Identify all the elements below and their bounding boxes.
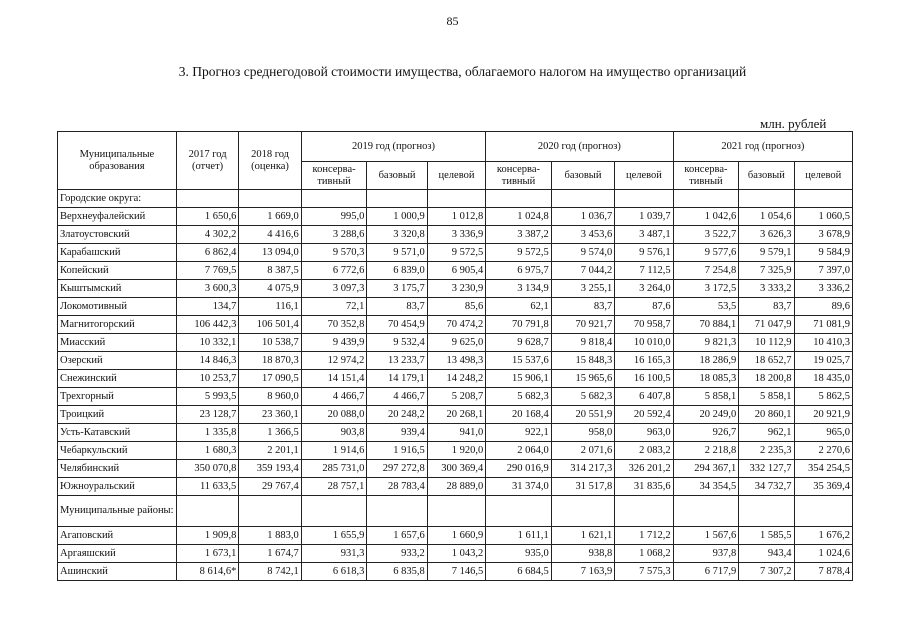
value-cell: 20 268,1 — [427, 406, 485, 424]
value-cell: 53,5 — [673, 298, 739, 316]
value-cell: 5 682,3 — [486, 388, 552, 406]
value-cell: 1 024,6 — [794, 545, 852, 563]
value-cell: 3 255,1 — [551, 280, 615, 298]
value-cell: 297 272,8 — [367, 460, 427, 478]
value-cell: 2 235,3 — [739, 442, 794, 460]
value-cell: 6 618,3 — [301, 563, 367, 581]
value-cell: 4 075,9 — [239, 280, 301, 298]
value-cell: 1 012,8 — [427, 208, 485, 226]
municipality-name-cell: Кыштымский — [58, 280, 177, 298]
value-cell: 13 233,7 — [367, 352, 427, 370]
municipality-name-cell: Трехгорный — [58, 388, 177, 406]
value-cell: 2 083,2 — [615, 442, 673, 460]
header-2021: 2021 год (прогноз) — [673, 132, 852, 162]
value-cell: 20 088,0 — [301, 406, 367, 424]
value-cell: 14 846,3 — [176, 352, 238, 370]
value-cell: 83,7 — [551, 298, 615, 316]
value-cell: 1 043,2 — [427, 545, 485, 563]
value-cell: 9 571,0 — [367, 244, 427, 262]
value-cell: 4 416,6 — [239, 226, 301, 244]
value-cell: 7 146,5 — [427, 563, 485, 581]
value-cell: 71 081,9 — [794, 316, 852, 334]
value-cell: 939,4 — [367, 424, 427, 442]
value-cell: 1 060,5 — [794, 208, 852, 226]
value-cell: 937,8 — [673, 545, 739, 563]
value-cell: 10 538,7 — [239, 334, 301, 352]
value-cell: 1 068,2 — [615, 545, 673, 563]
value-cell: 290 016,9 — [486, 460, 552, 478]
value-cell: 359 193,4 — [239, 460, 301, 478]
value-cell: 941,0 — [427, 424, 485, 442]
municipality-name-cell: Усть-Катавский — [58, 424, 177, 442]
table-row — [58, 334, 853, 352]
value-cell: 70 921,7 — [551, 316, 615, 334]
value-cell: 2 270,6 — [794, 442, 852, 460]
value-cell: 3 600,3 — [176, 280, 238, 298]
value-cell: 3 264,0 — [615, 280, 673, 298]
value-cell: 20 921,9 — [794, 406, 852, 424]
value-cell: 7 878,4 — [794, 563, 852, 581]
value-cell: 28 783,4 — [367, 478, 427, 496]
value-cell: 18 652,7 — [739, 352, 794, 370]
value-cell: 9 532,4 — [367, 334, 427, 352]
value-cell: 71 047,9 — [739, 316, 794, 334]
table-row — [58, 244, 853, 262]
municipality-name-cell: Озерский — [58, 352, 177, 370]
value-cell: 11 633,5 — [176, 478, 238, 496]
value-cell: 4 466,7 — [367, 388, 427, 406]
value-cell: 15 965,6 — [551, 370, 615, 388]
section-row-cities — [58, 190, 853, 208]
municipality-name-cell: Магнитогорский — [58, 316, 177, 334]
value-cell: 2 201,1 — [239, 442, 301, 460]
value-cell: 7 307,2 — [739, 563, 794, 581]
table-row — [58, 370, 853, 388]
value-cell: 922,1 — [486, 424, 552, 442]
value-cell: 1 042,6 — [673, 208, 739, 226]
value-cell: 1 650,6 — [176, 208, 238, 226]
value-cell: 314 217,3 — [551, 460, 615, 478]
page-number: 85 — [446, 14, 459, 28]
value-cell: 3 522,7 — [673, 226, 739, 244]
value-cell: 933,2 — [367, 545, 427, 563]
municipality-name-cell: Агаповский — [58, 527, 177, 545]
units-label: млн. рублей — [760, 116, 827, 131]
section-row-districts — [58, 496, 853, 527]
value-cell: 23 360,1 — [239, 406, 301, 424]
value-cell: 14 179,1 — [367, 370, 427, 388]
value-cell: 9 821,3 — [673, 334, 739, 352]
value-cell: 6 905,4 — [427, 262, 485, 280]
value-cell: 20 248,2 — [367, 406, 427, 424]
value-cell: 7 163,9 — [551, 563, 615, 581]
value-cell: 8 387,5 — [239, 262, 301, 280]
value-cell: 9 579,1 — [739, 244, 794, 262]
value-cell: 5 993,5 — [176, 388, 238, 406]
header-2021-conservative: консерва-тивный — [673, 162, 739, 190]
value-cell: 1 611,1 — [486, 527, 552, 545]
value-cell: 116,1 — [239, 298, 301, 316]
value-cell: 1 039,7 — [615, 208, 673, 226]
value-cell: 1 567,6 — [673, 527, 739, 545]
header-2020-target: целевой — [615, 162, 673, 190]
value-cell: 20 551,9 — [551, 406, 615, 424]
municipality-name-cell: Ашинский — [58, 563, 177, 581]
value-cell: 6 862,4 — [176, 244, 238, 262]
header-2020-base: базовый — [551, 162, 615, 190]
value-cell: 926,7 — [673, 424, 739, 442]
header-2018: 2018 год (оценка) — [239, 132, 301, 190]
value-cell: 963,0 — [615, 424, 673, 442]
value-cell: 3 336,9 — [427, 226, 485, 244]
table-row — [58, 352, 853, 370]
document-title: 3. Прогноз среднегодовой стоимости имущества, облагаемого налогом на имущество организаций — [178, 64, 747, 79]
value-cell: 903,8 — [301, 424, 367, 442]
header-2019-conservative: консерва-тивный — [301, 162, 367, 190]
value-cell: 18 870,3 — [239, 352, 301, 370]
table-row — [58, 316, 853, 334]
value-cell: 10 332,1 — [176, 334, 238, 352]
value-cell: 28 889,0 — [427, 478, 485, 496]
value-cell: 15 537,6 — [486, 352, 552, 370]
section-label: Муниципальные районы: — [58, 496, 177, 527]
value-cell: 18 085,3 — [673, 370, 739, 388]
value-cell: 31 835,6 — [615, 478, 673, 496]
value-cell: 34 732,7 — [739, 478, 794, 496]
value-cell: 12 974,2 — [301, 352, 367, 370]
value-cell: 70 958,7 — [615, 316, 673, 334]
value-cell: 7 575,3 — [615, 563, 673, 581]
value-cell: 943,4 — [739, 545, 794, 563]
value-cell: 70 454,9 — [367, 316, 427, 334]
value-cell: 9 439,9 — [301, 334, 367, 352]
value-cell: 34 354,5 — [673, 478, 739, 496]
value-cell: 1 000,9 — [367, 208, 427, 226]
value-cell: 7 254,8 — [673, 262, 739, 280]
value-cell: 1 914,6 — [301, 442, 367, 460]
value-cell: 72,1 — [301, 298, 367, 316]
value-cell: 31 517,8 — [551, 478, 615, 496]
value-cell: 8 614,6* — [176, 563, 238, 581]
value-cell: 9 577,6 — [673, 244, 739, 262]
value-cell: 9 584,9 — [794, 244, 852, 262]
municipality-name-cell: Южноуральский — [58, 478, 177, 496]
value-cell: 1 676,2 — [794, 527, 852, 545]
value-cell: 6 717,9 — [673, 563, 739, 581]
value-cell: 106 501,4 — [239, 316, 301, 334]
value-cell: 5 208,7 — [427, 388, 485, 406]
table-row — [58, 460, 853, 478]
property-value-table — [57, 131, 853, 581]
value-cell: 285 731,0 — [301, 460, 367, 478]
value-cell: 9 570,3 — [301, 244, 367, 262]
value-cell: 9 572,5 — [486, 244, 552, 262]
municipality-name-cell: Копейский — [58, 262, 177, 280]
value-cell: 1 655,9 — [301, 527, 367, 545]
value-cell: 5 862,5 — [794, 388, 852, 406]
value-cell: 3 626,3 — [739, 226, 794, 244]
table-row — [58, 424, 853, 442]
value-cell: 9 574,0 — [551, 244, 615, 262]
value-cell: 9 818,4 — [551, 334, 615, 352]
value-cell: 3 678,9 — [794, 226, 852, 244]
value-cell: 4 302,2 — [176, 226, 238, 244]
table-row — [58, 406, 853, 424]
value-cell: 35 369,4 — [794, 478, 852, 496]
value-cell: 70 884,1 — [673, 316, 739, 334]
value-cell: 1 674,7 — [239, 545, 301, 563]
value-cell: 18 200,8 — [739, 370, 794, 388]
value-cell: 7 325,9 — [739, 262, 794, 280]
value-cell: 70 352,8 — [301, 316, 367, 334]
value-cell: 23 128,7 — [176, 406, 238, 424]
value-cell: 5 682,3 — [551, 388, 615, 406]
value-cell: 6 772,6 — [301, 262, 367, 280]
table-row — [58, 262, 853, 280]
value-cell: 3 175,7 — [367, 280, 427, 298]
value-cell: 6 975,7 — [486, 262, 552, 280]
value-cell: 5 858,1 — [739, 388, 794, 406]
value-cell: 1 335,8 — [176, 424, 238, 442]
value-cell: 3 336,2 — [794, 280, 852, 298]
header-2017: 2017 год (отчет) — [176, 132, 238, 190]
value-cell: 19 025,7 — [794, 352, 852, 370]
value-cell: 3 320,8 — [367, 226, 427, 244]
value-cell: 1 883,0 — [239, 527, 301, 545]
value-cell: 10 112,9 — [739, 334, 794, 352]
header-2021-target: целевой — [794, 162, 852, 190]
value-cell: 134,7 — [176, 298, 238, 316]
value-cell: 87,6 — [615, 298, 673, 316]
value-cell: 106 442,3 — [176, 316, 238, 334]
value-cell: 1 366,5 — [239, 424, 301, 442]
value-cell: 6 839,0 — [367, 262, 427, 280]
value-cell: 1 712,2 — [615, 527, 673, 545]
value-cell: 354 254,5 — [794, 460, 852, 478]
municipality-name-cell: Челябинский — [58, 460, 177, 478]
value-cell: 89,6 — [794, 298, 852, 316]
value-cell: 3 387,2 — [486, 226, 552, 244]
value-cell: 1 680,3 — [176, 442, 238, 460]
value-cell: 1 669,0 — [239, 208, 301, 226]
value-cell: 14 151,4 — [301, 370, 367, 388]
value-cell: 8 960,0 — [239, 388, 301, 406]
value-cell: 20 168,4 — [486, 406, 552, 424]
value-cell: 350 070,8 — [176, 460, 238, 478]
value-cell: 1 585,5 — [739, 527, 794, 545]
value-cell: 83,7 — [367, 298, 427, 316]
value-cell: 6 684,5 — [486, 563, 552, 581]
value-cell: 294 367,1 — [673, 460, 739, 478]
table-row — [58, 280, 853, 298]
value-cell: 10 253,7 — [176, 370, 238, 388]
value-cell: 326 201,2 — [615, 460, 673, 478]
value-cell: 1 660,9 — [427, 527, 485, 545]
municipality-name-cell: Локомотивный — [58, 298, 177, 316]
value-cell: 332 127,7 — [739, 460, 794, 478]
value-cell: 9 625,0 — [427, 334, 485, 352]
value-cell: 965,0 — [794, 424, 852, 442]
table-row — [58, 226, 853, 244]
municipality-name-cell: Верхнеуфалейский — [58, 208, 177, 226]
value-cell: 935,0 — [486, 545, 552, 563]
header-2020-conservative: консерва-тивный — [486, 162, 552, 190]
value-cell: 18 286,9 — [673, 352, 739, 370]
value-cell: 7 044,2 — [551, 262, 615, 280]
table-row — [58, 388, 853, 406]
value-cell: 3 134,9 — [486, 280, 552, 298]
value-cell: 20 249,0 — [673, 406, 739, 424]
value-cell: 3 453,6 — [551, 226, 615, 244]
value-cell: 70 791,8 — [486, 316, 552, 334]
value-cell: 1 920,0 — [427, 442, 485, 460]
value-cell: 995,0 — [301, 208, 367, 226]
value-cell: 15 848,3 — [551, 352, 615, 370]
municipality-name-cell: Снежинский — [58, 370, 177, 388]
value-cell: 3 487,1 — [615, 226, 673, 244]
municipality-name-cell: Чебаркульский — [58, 442, 177, 460]
value-cell: 1 916,5 — [367, 442, 427, 460]
value-cell: 85,6 — [427, 298, 485, 316]
value-cell: 17 090,5 — [239, 370, 301, 388]
value-cell: 938,8 — [551, 545, 615, 563]
value-cell: 13 498,3 — [427, 352, 485, 370]
value-cell: 16 100,5 — [615, 370, 673, 388]
value-cell: 2 064,0 — [486, 442, 552, 460]
value-cell: 9 572,5 — [427, 244, 485, 262]
value-cell: 8 742,1 — [239, 563, 301, 581]
table-row — [58, 442, 853, 460]
table-row — [58, 298, 853, 316]
value-cell: 1 036,7 — [551, 208, 615, 226]
value-cell: 14 248,2 — [427, 370, 485, 388]
header-2021-base: базовый — [739, 162, 794, 190]
header-2019-base: базовый — [367, 162, 427, 190]
value-cell: 83,7 — [739, 298, 794, 316]
value-cell: 62,1 — [486, 298, 552, 316]
value-cell: 7 397,0 — [794, 262, 852, 280]
value-cell: 1 024,8 — [486, 208, 552, 226]
value-cell: 15 906,1 — [486, 370, 552, 388]
value-cell: 1 909,8 — [176, 527, 238, 545]
value-cell: 1 673,1 — [176, 545, 238, 563]
value-cell: 6 407,8 — [615, 388, 673, 406]
value-cell: 7 112,5 — [615, 262, 673, 280]
table-row — [58, 527, 853, 545]
value-cell: 9 576,1 — [615, 244, 673, 262]
value-cell: 3 097,3 — [301, 280, 367, 298]
value-cell: 18 435,0 — [794, 370, 852, 388]
value-cell: 10 010,0 — [615, 334, 673, 352]
value-cell: 13 094,0 — [239, 244, 301, 262]
table-row — [58, 545, 853, 563]
value-cell: 16 165,3 — [615, 352, 673, 370]
header-2019-target: целевой — [427, 162, 485, 190]
value-cell: 931,3 — [301, 545, 367, 563]
value-cell: 70 474,2 — [427, 316, 485, 334]
value-cell: 2 071,6 — [551, 442, 615, 460]
municipality-name-cell: Миасский — [58, 334, 177, 352]
value-cell: 9 628,7 — [486, 334, 552, 352]
value-cell: 2 218,8 — [673, 442, 739, 460]
value-cell: 5 858,1 — [673, 388, 739, 406]
municipality-name-cell: Карабашский — [58, 244, 177, 262]
municipality-name-cell: Троицкий — [58, 406, 177, 424]
value-cell: 3 172,5 — [673, 280, 739, 298]
value-cell: 6 835,8 — [367, 563, 427, 581]
table-row — [58, 563, 853, 581]
value-cell: 962,1 — [739, 424, 794, 442]
value-cell: 29 767,4 — [239, 478, 301, 496]
value-cell: 28 757,1 — [301, 478, 367, 496]
value-cell: 20 592,4 — [615, 406, 673, 424]
value-cell: 7 769,5 — [176, 262, 238, 280]
value-cell: 1 054,6 — [739, 208, 794, 226]
municipality-name-cell: Аргаяшский — [58, 545, 177, 563]
table-row — [58, 208, 853, 226]
value-cell: 31 374,0 — [486, 478, 552, 496]
value-cell: 3 333,2 — [739, 280, 794, 298]
header-2020: 2020 год (прогноз) — [486, 132, 673, 162]
value-cell: 1 657,6 — [367, 527, 427, 545]
municipality-name-cell: Златоустовский — [58, 226, 177, 244]
value-cell: 300 369,4 — [427, 460, 485, 478]
section-label: Городские округа: — [58, 190, 177, 208]
table-row — [58, 478, 853, 496]
value-cell: 3 230,9 — [427, 280, 485, 298]
value-cell: 3 288,6 — [301, 226, 367, 244]
value-cell: 10 410,3 — [794, 334, 852, 352]
value-cell: 1 621,1 — [551, 527, 615, 545]
value-cell: 4 466,7 — [301, 388, 367, 406]
value-cell: 20 860,1 — [739, 406, 794, 424]
value-cell: 958,0 — [551, 424, 615, 442]
header-municipality: Муниципальные образования — [58, 132, 177, 190]
header-2019: 2019 год (прогноз) — [301, 132, 485, 162]
